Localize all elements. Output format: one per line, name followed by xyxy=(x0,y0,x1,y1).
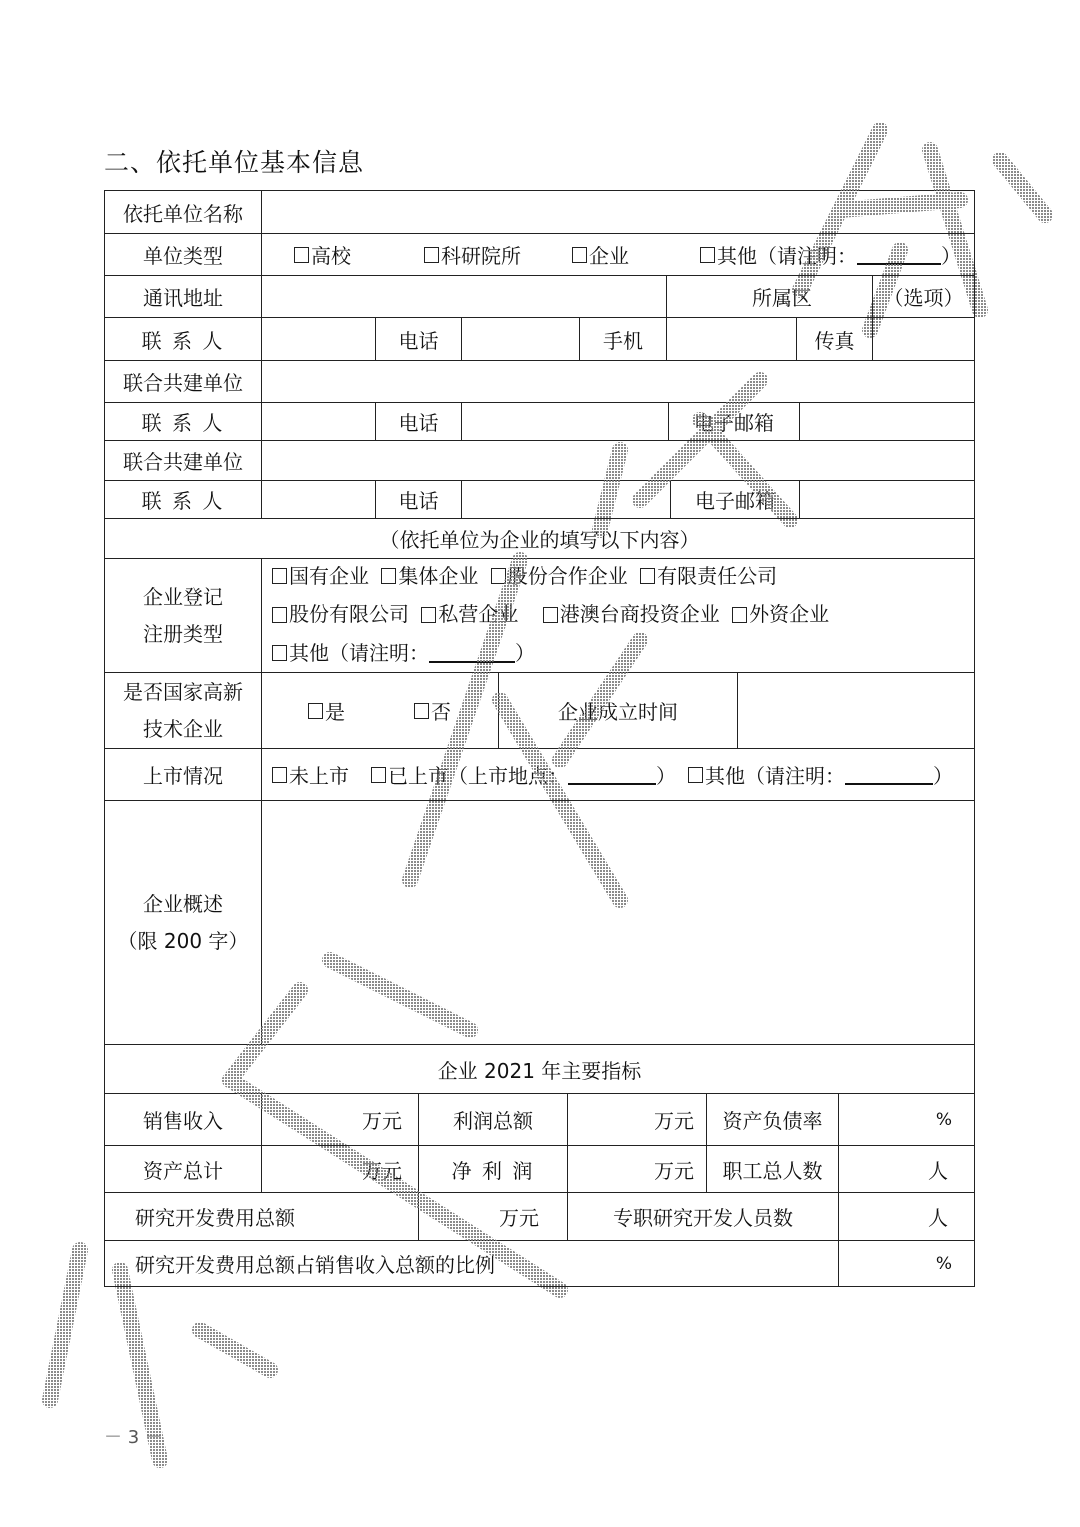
net-profit-field[interactable]: 万元 xyxy=(567,1145,707,1193)
rd-ratio-label: 研究开发费用总额占销售收入总额的比例 xyxy=(104,1240,839,1287)
debt-ratio-label: 资产负债率 xyxy=(706,1093,839,1146)
reg-state-owned[interactable]: 国有企业 xyxy=(272,558,369,595)
joint-contact-1-field[interactable] xyxy=(261,402,376,441)
reg-foreign[interactable]: 外资企业 xyxy=(732,596,829,633)
registration-line-3 xyxy=(272,635,535,674)
checkbox-icon[interactable] xyxy=(272,645,287,661)
sales-revenue-label: 销售收入 xyxy=(104,1093,262,1146)
overview-field[interactable] xyxy=(261,800,975,1045)
checkbox-icon[interactable] xyxy=(424,247,439,263)
joint-unit-2-label: 联合共建单位 xyxy=(104,440,262,481)
listing-not-listed[interactable]: 未上市 xyxy=(272,760,349,789)
total-assets-field[interactable]: 万元 xyxy=(261,1145,419,1193)
checkbox-icon[interactable] xyxy=(700,247,715,263)
fax-field[interactable] xyxy=(872,317,975,361)
reg-joint-stock-coop[interactable]: 股份合作企业 xyxy=(491,558,628,595)
joint-phone-1-label: 电话 xyxy=(375,402,462,441)
page-number: － 3 － xyxy=(104,1427,163,1448)
checkbox-icon[interactable] xyxy=(421,607,436,623)
reg-other[interactable]: 其他（请注明： ） xyxy=(272,635,535,672)
high-tech-yes[interactable]: 是 xyxy=(308,696,345,725)
registration-line-1 xyxy=(272,558,777,597)
founded-date-label: 企业成立时间 xyxy=(498,672,738,749)
checkbox-icon[interactable] xyxy=(491,568,506,584)
debt-ratio-field[interactable]: % xyxy=(838,1093,975,1146)
contact-label: 联 系 人 xyxy=(104,317,262,361)
unit-type-other[interactable]: 其他（请注明： ） xyxy=(700,240,961,269)
founded-date-field[interactable] xyxy=(737,672,975,749)
listing-other[interactable]: 其他（请注明： ） xyxy=(688,760,953,789)
indicators-title: 企业 2021 年主要指标 xyxy=(104,1044,975,1094)
high-tech-label: 是否国家高新 技术企业 xyxy=(104,672,262,749)
total-profit-field[interactable]: 万元 xyxy=(567,1093,707,1146)
address-field[interactable] xyxy=(261,275,667,318)
unit-type-options xyxy=(261,233,975,276)
mobile-field[interactable] xyxy=(666,317,797,361)
listing-location-blank[interactable] xyxy=(568,765,656,785)
host-unit-name-label: 依托单位名称 xyxy=(104,190,262,234)
checkbox-icon[interactable] xyxy=(381,568,396,584)
registration-type-label: 企业登记 注册类型 xyxy=(104,558,262,673)
checkbox-icon[interactable] xyxy=(543,607,558,623)
checkbox-icon[interactable] xyxy=(308,703,323,719)
listing-other-blank[interactable] xyxy=(845,765,933,785)
joint-email-1-field[interactable] xyxy=(799,402,975,441)
joint-unit-1-label: 联合共建单位 xyxy=(104,360,262,403)
listing-label: 上市情况 xyxy=(104,748,262,801)
high-tech-no[interactable]: 否 xyxy=(414,696,451,725)
district-select[interactable]: （选项） xyxy=(872,275,975,318)
fax-label: 传真 xyxy=(796,317,873,361)
checkbox-icon[interactable] xyxy=(572,247,587,263)
joint-contact-1-label: 联 系 人 xyxy=(104,402,262,441)
reg-joint-stock-ltd[interactable]: 股份有限公司 xyxy=(272,596,409,633)
rd-expense-field[interactable]: 万元 xyxy=(418,1192,568,1241)
enterprise-note: （依托单位为企业的填写以下内容） xyxy=(104,518,975,559)
sales-revenue-field[interactable]: 万元 xyxy=(261,1093,419,1146)
reg-collective[interactable]: 集体企业 xyxy=(381,558,478,595)
total-staff-field[interactable]: 人 xyxy=(838,1145,975,1193)
checkbox-icon[interactable] xyxy=(732,607,747,623)
listing-listed[interactable]: 已上市（上市地点： ） xyxy=(371,760,676,789)
reg-private[interactable]: 私营企业 xyxy=(421,596,518,633)
listing-options xyxy=(261,748,975,801)
unit-type-research-institute[interactable]: 科研院所 xyxy=(424,240,521,269)
high-tech-options xyxy=(261,672,499,749)
checkbox-icon[interactable] xyxy=(272,767,287,783)
joint-email-2-field[interactable] xyxy=(799,480,975,519)
checkbox-icon[interactable] xyxy=(272,568,287,584)
total-staff-label: 职工总人数 xyxy=(706,1145,839,1193)
joint-phone-2-field[interactable] xyxy=(461,480,671,519)
joint-email-1-label: 电子邮箱 xyxy=(668,402,800,441)
phone-field[interactable] xyxy=(461,317,580,361)
unit-type-other-blank[interactable] xyxy=(857,245,941,265)
mobile-label: 手机 xyxy=(579,317,667,361)
joint-phone-1-field[interactable] xyxy=(461,402,669,441)
phone-label: 电话 xyxy=(375,317,462,361)
district-label: 所属区 xyxy=(666,275,873,318)
unit-type-enterprise[interactable]: 企业 xyxy=(572,240,629,269)
checkbox-icon[interactable] xyxy=(272,607,287,623)
total-profit-label: 利润总额 xyxy=(418,1093,568,1146)
checkbox-icon[interactable] xyxy=(640,568,655,584)
joint-unit-2-field[interactable] xyxy=(261,440,975,481)
checkbox-icon[interactable] xyxy=(414,703,429,719)
address-label: 通讯地址 xyxy=(104,275,262,318)
unit-type-label: 单位类型 xyxy=(104,233,262,276)
checkbox-icon[interactable] xyxy=(294,247,309,263)
joint-unit-1-field[interactable] xyxy=(261,360,975,403)
overview-label: 企业概述 （限 200 字） xyxy=(104,800,262,1045)
reg-hk-macao-taiwan[interactable]: 港澳台商投资企业 xyxy=(543,596,720,633)
joint-phone-2-label: 电话 xyxy=(375,480,462,519)
unit-type-university[interactable]: 高校 xyxy=(294,240,351,269)
rd-staff-label: 专职研究开发人员数 xyxy=(567,1192,839,1241)
total-assets-label: 资产总计 xyxy=(104,1145,262,1193)
contact-field[interactable] xyxy=(261,317,376,361)
joint-email-2-label: 电子邮箱 xyxy=(670,480,800,519)
net-profit-label: 净 利 润 xyxy=(418,1145,568,1193)
reg-other-blank[interactable] xyxy=(429,643,515,663)
joint-contact-2-field[interactable] xyxy=(261,480,376,519)
registration-type-options xyxy=(261,558,975,673)
rd-staff-field[interactable]: 人 xyxy=(838,1192,975,1241)
host-unit-info-form xyxy=(104,190,975,1287)
reg-limited-liability[interactable]: 有限责任公司 xyxy=(640,558,777,595)
section-title: 二、依托单位基本信息 xyxy=(104,148,365,177)
checkbox-icon[interactable] xyxy=(688,767,703,783)
rd-expense-label: 研究开发费用总额 xyxy=(104,1192,419,1241)
joint-contact-2-label: 联 系 人 xyxy=(104,480,262,519)
rd-ratio-field[interactable]: % xyxy=(838,1240,975,1287)
host-unit-name-field[interactable] xyxy=(261,190,975,234)
registration-line-2 xyxy=(272,596,829,635)
checkbox-icon[interactable] xyxy=(371,767,386,783)
